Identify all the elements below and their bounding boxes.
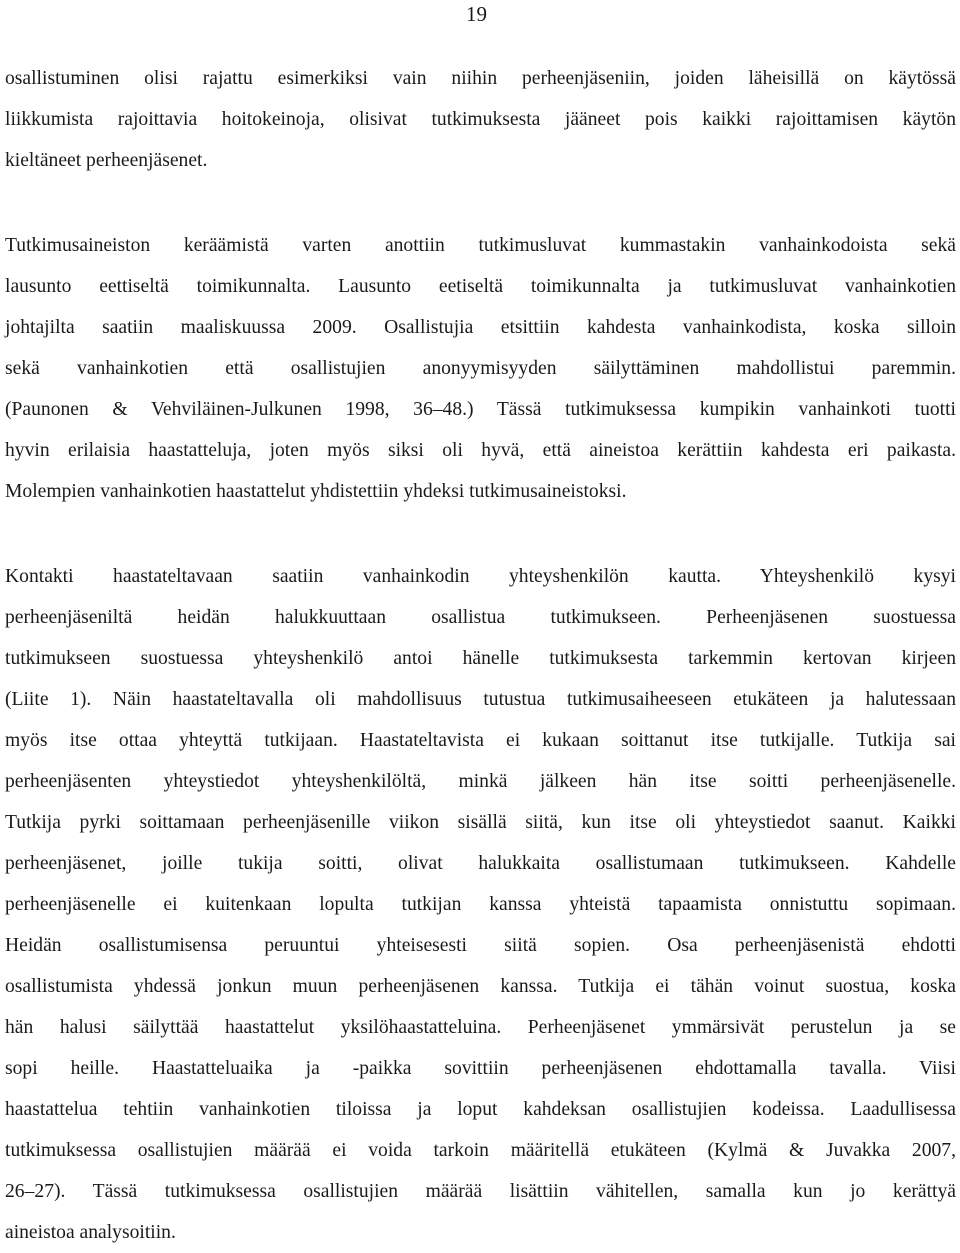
text-line: sopi heille. Haastatteluaika ja -paikka sovittiin perheenjäsenen ehdottamalla tavalla. Viisi — [5, 1058, 956, 1079]
text-line: (Paunonen & Vehviläinen-Julkunen 1998, 36–48.) Tässä tutkimuksessa kumpikin vanhainkoti tuotti — [5, 399, 956, 420]
text-line: johtajilta saatiin maaliskuussa 2009. Osallistujia etsittiin kahdesta vanhainkodista, koska silloin — [5, 317, 956, 338]
text-line: haastattelua tehtiin vanhainkotien tiloissa ja loput kahdeksan osallistujien kodeissa. Laadullisessa — [5, 1099, 956, 1120]
text-line: Kontakti haastateltavaan saatiin vanhainkodin yhteyshenkilön kautta. Yhteyshenkilö kysyi — [5, 566, 956, 587]
text-line: sekä vanhainkotien että osallistujien anonyymisyyden säilyttäminen mahdollistui paremmin. — [5, 358, 956, 379]
text-line: myös itse ottaa yhteyttä tutkijaan. Haastateltavista ei kukaan soittanut itse tutkijalle. Tutkija sai — [5, 730, 956, 751]
text-line: Molempien vanhainkotien haastattelut yhdistettiin yhdeksi tutkimusaineistoksi. — [5, 481, 627, 502]
text-line: perheenjäseniltä heidän halukkuuttaan osallistua tutkimukseen. Perheenjäsenen suostuessa — [5, 607, 956, 628]
text-line: hän halusi säilyttää haastattelut yksilöhaastatteluina. Perheenjäsenet ymmärsivät perustelun ja se — [5, 1017, 956, 1038]
text-line: Tutkija pyrki soittamaan perheenjäsenille viikon sisällä siitä, kun itse oli yhteystiedot saanut. Kaikki — [5, 812, 956, 833]
paragraph-1 — [5, 58, 956, 181]
text-line: liikkumista rajoittavia hoitokeinoja, olisivat tutkimuksesta jääneet pois kaikki rajoittamisen käytön — [5, 109, 956, 130]
text-line: osallistumista yhdessä jonkun muun perheenjäsenen kanssa. Tutkija ei tähän voinut suostua, koska — [5, 976, 956, 997]
text-line: kieltäneet perheenjäsenet. — [5, 150, 208, 171]
text-line: perheenjäsenten yhteystiedot yhteyshenkilöltä, minkä jälkeen hän itse soitti perheenjäsenelle. — [5, 771, 956, 792]
text-line: tutkimuksessa osallistujien määrää ei voida tarkoin määritellä etukäteen (Kylmä & Juvakka 2007, — [5, 1140, 956, 1161]
text-line: hyvin erilaisia haastatteluja, joten myös siksi oli hyvä, että aineistoa kerättiin kahdesta eri paikasta. — [5, 440, 956, 461]
text-line: Tutkimusaineiston keräämistä varten anottiin tutkimusluvat kummastakin vanhainkodoista sekä — [5, 235, 956, 256]
text-line: perheenjäsenelle ei kuitenkaan lopulta tutkijan kanssa yhteistä tapaamista onnistuttu sopimaan. — [5, 894, 956, 915]
text-line: (Liite 1). Näin haastateltavalla oli mahdollisuus tutustua tutkimusaiheeseen etukäteen ja halutessaan — [5, 689, 956, 710]
page-number: 19 — [466, 2, 487, 26]
text-line: aineistoa analysoitiin. — [5, 1222, 176, 1243]
text-line: 26–27). Tässä tutkimuksessa osallistujien määrää lisättiin vähitellen, samalla kun jo kerättyä — [5, 1181, 956, 1202]
text-line: lausunto eettiseltä toimikunnalta. Lausunto eetiseltä toimikunnalta ja tutkimusluvat vanhainkotien — [5, 276, 956, 297]
paragraph-2 — [5, 225, 956, 512]
text-line: osallistuminen olisi rajattu esimerkiksi vain niihin perheenjäseniin, joiden läheisillä on käytössä — [5, 68, 956, 89]
text-line: Heidän osallistumisensa peruuntui yhteisesesti siitä sopien. Osa perheenjäsenistä ehdotti — [5, 935, 956, 956]
text-line: tutkimukseen suostuessa yhteyshenkilö antoi hänelle tutkimuksesta tarkemmin kertovan kirjeen — [5, 648, 956, 669]
paragraph-3 — [5, 556, 956, 1253]
text-line: perheenjäsenet, joille tukija soitti, olivat halukkaita osallistumaan tutkimukseen. Kahdelle — [5, 853, 956, 874]
